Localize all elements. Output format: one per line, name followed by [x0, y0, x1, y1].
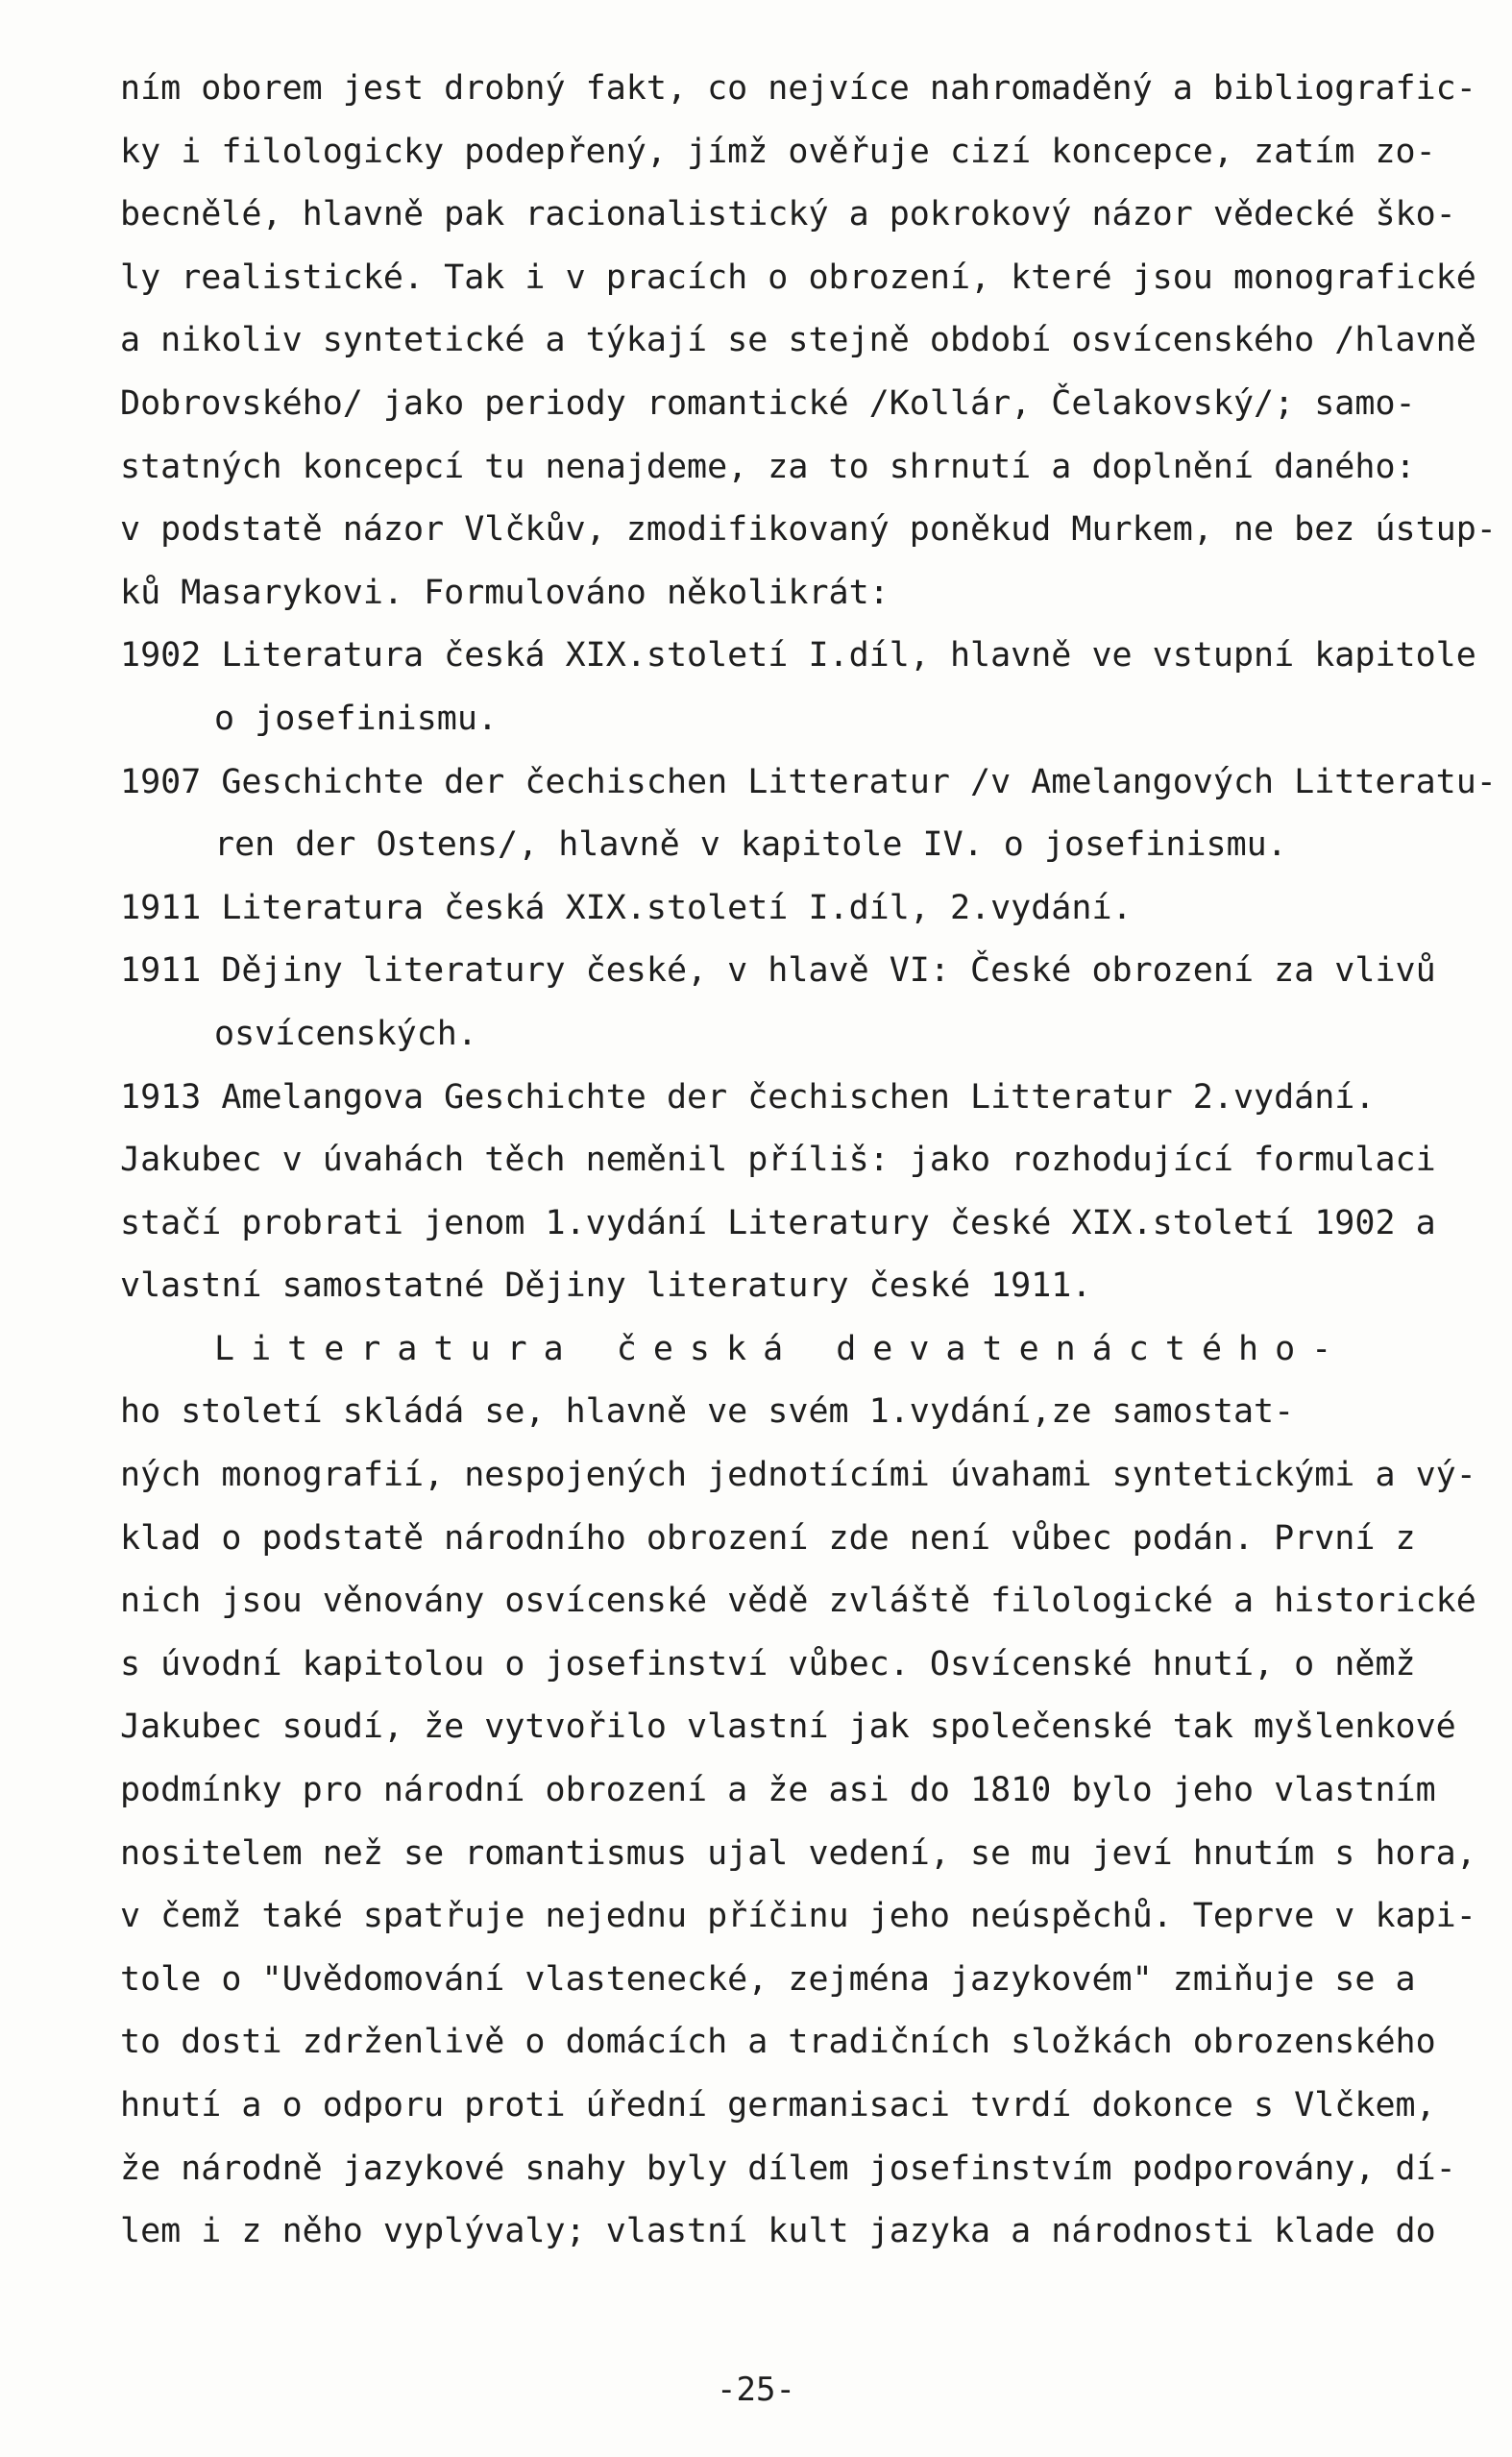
text-line: nich jsou věnovány osvícenské vědě zvláště filologické a historické — [120, 1582, 1476, 1621]
text-line: ly realistické. Tak i v pracích o obrození, které jsou monografické — [120, 258, 1476, 297]
text-line: nositelem než se romantismus ujal vedení, se mu jeví hnutím s hora, — [120, 1833, 1476, 1873]
bibliography-entry-1907-continuation: ren der Ostens/, hlavně v kapitole IV. o josefinismu. — [214, 825, 1287, 865]
text-line: ků Masarykovi. Formulováno několikrát: — [120, 573, 890, 612]
bibliography-entry-1911-b-continuation: osvícenských. — [214, 1014, 477, 1053]
bibliography-entry-1911-b: 1911 Dějiny literatury české, v hlavě VI: České obrození za vlivů — [120, 951, 1436, 991]
text-line: Jakubec v úvahách těch neměnil příliš: jako rozhodující formulaci — [120, 1141, 1436, 1180]
text-line: podmínky pro národní obrození a že asi do 1810 bylo jeho vlastním — [120, 1771, 1436, 1810]
text-line: v čemž také spatřuje nejednu příčinu jeho neúspěchů. Teprve v kapi- — [120, 1897, 1476, 1936]
text-line: ním oborem jest drobný fakt, co nejvíce nahromaděný a bibliografic- — [120, 69, 1476, 108]
text-line: ho století skládá se, hlavně ve svém 1.vydání,ze samostat- — [120, 1392, 1295, 1432]
text-line: v podstatě názor Vlčkův, zmodifikovaný poněkud Murkem, ne bez ústup- — [120, 510, 1497, 550]
bibliography-entry-1902-continuation: o josefinismu. — [214, 699, 499, 738]
text-line: vlastní samostatné Dějiny literatury české 1911. — [120, 1266, 1092, 1306]
text-line: lem i z něho vyplývaly; vlastní kult jazyka a národnosti klade do — [120, 2212, 1436, 2251]
spaced-title-line: Literatura česká devatenáctého- — [214, 1329, 1349, 1368]
text-line: Jakubec soudí, že vytvořilo vlastní jak společenské tak myšlenkové — [120, 1708, 1456, 1747]
text-line: tole o "Uvědomování vlastenecké, zejména jazykovém" zmiňuje se a — [120, 1959, 1416, 1999]
text-line: hnutí a o odporu proti úřední germanisaci tvrdí dokonce s Vlčkem, — [120, 2086, 1436, 2125]
bibliography-entry-1907: 1907 Geschichte der čechischen Litteratur /v Amelangových Litteratu- — [120, 762, 1497, 801]
text-line: že národně jazykové snahy byly dílem josefinstvím podporovány, dí- — [120, 2149, 1456, 2188]
text-line: Dobrovského/ jako periody romantické /Kollár, Čelakovský/; samo- — [120, 383, 1416, 423]
text-line: ky i filologicky podepřený, jímž ověřuje cizí koncepce, zatím zo- — [120, 132, 1436, 171]
text-line: ných monografií, nespojených jednotícími úvahami syntetickými a vý- — [120, 1456, 1476, 1495]
text-line: to dosti zdrženlivě o domácích a tradičních složkách obrozenského — [120, 2023, 1436, 2062]
bibliography-entry-1902: 1902 Literatura česká XIX.století I.díl, hlavně ve vstupní kapitole — [120, 636, 1476, 676]
bibliography-entry-1911-a: 1911 Literatura česká XIX.století I.díl, 2.vydání. — [120, 888, 1133, 927]
text-line: stačí probrati jenom 1.vydání Literatury české XIX.století 1902 a — [120, 1203, 1436, 1242]
text-line: a nikoliv syntetické a týkají se stejně období osvícenského /hlavně — [120, 321, 1476, 360]
body-text — [120, 58, 1497, 2264]
text-line: statných koncepcí tu nenajdeme, za to shrnutí a doplnění daného: — [120, 447, 1416, 486]
text-line: becnělé, hlavně pak racionalistický a pokrokový názor vědecké ško- — [120, 195, 1456, 234]
page-number: -25- — [717, 2371, 795, 2409]
bibliography-entry-1913: 1913 Amelangova Geschichte der čechischen Litteratur 2.vydání. — [120, 1077, 1376, 1117]
text-line: s úvodní kapitolou o josefinství vůbec. Osvícenské hnutí, o němž — [120, 1644, 1416, 1683]
text-line: klad o podstatě národního obrození zde není vůbec podán. První z — [120, 1518, 1416, 1558]
